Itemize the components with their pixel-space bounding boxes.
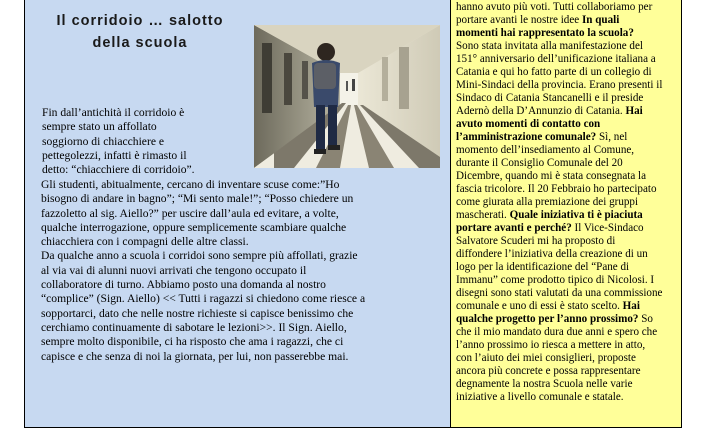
interview-answer: fascia tricolore. Il 20 Febbraio ho partecipato	[456, 183, 657, 195]
body-line: qualche interrogazione, oppure semplicemente scambiare qualche	[41, 220, 347, 234]
interview-answer: Adernò della D’Annunzio di Catania.	[456, 105, 626, 117]
interview-line	[456, 14, 678, 27]
interview-question: qualche progetto per l’anno prossimo?	[456, 313, 639, 325]
body-line: collaboratore di turno. Abbiamo posto una domanda al nostro	[41, 278, 326, 292]
intro-line: detto: “chiacchiere di corridoio”.	[42, 163, 195, 177]
interview-line	[456, 209, 678, 222]
interview-line	[456, 79, 678, 92]
interview-line	[456, 235, 678, 248]
interview-answer: Salvatore Scuderi mi ha proposto di	[456, 235, 616, 247]
intro-line: Fin dall’antichità il corridoio è	[42, 106, 185, 119]
interview-answer: So	[638, 313, 653, 325]
interview-line	[456, 326, 678, 339]
body-line: cerchiamo continuamente di sabotare le lezioni>>. Il Sign. Aiello,	[41, 320, 347, 334]
interview-line	[456, 313, 678, 326]
interview-panel	[450, 0, 682, 428]
interview-line	[456, 365, 678, 378]
interview-question: Hai	[625, 105, 643, 117]
interview-line	[456, 105, 678, 118]
interview-text	[456, 1, 678, 404]
interview-answer: come giurata alla premiazione dei gruppi	[456, 196, 639, 208]
interview-answer: l’anno prossimo io riesca a mettere in atto,	[456, 339, 646, 351]
interview-answer: iniziative a livello comunale e statale.	[456, 391, 624, 403]
interview-line	[456, 261, 678, 274]
interview-question: l’amministrazione comunale?	[456, 131, 597, 143]
interview-answer: Sì, nel	[596, 131, 628, 143]
interview-answer: che il mio mandato dura due anni e spero che	[456, 326, 658, 338]
student-walking-in-corridor-photo	[254, 25, 440, 168]
interview-line	[456, 222, 678, 235]
interview-line	[456, 66, 678, 79]
interview-answer: portare avanti le nostre idee	[456, 14, 582, 26]
interview-answer: degnamente la nostra Scuola nelle varie	[456, 378, 633, 390]
interview-answer: con l’aiuto dei miei consiglieri, proposte	[456, 352, 636, 364]
body-line: bisogno di andare in bagno”; “Mi sento male!”; “Posso chiedere un	[41, 192, 354, 206]
interview-line	[456, 53, 678, 66]
interview-line	[456, 287, 678, 300]
interview-answer: disegni sono stati valutati da una commissione	[456, 287, 663, 299]
interview-line	[456, 274, 678, 287]
interview-line	[456, 131, 678, 144]
interview-answer: comunale e uno di essi è stato scelto.	[456, 300, 623, 312]
body-line: sopportarci, dato che nelle nostre richieste si capisce benissimo che	[41, 306, 354, 320]
interview-line	[456, 352, 678, 365]
interview-line	[456, 40, 678, 53]
article-title-line: della scuola	[92, 35, 188, 51]
interview-answer: momento dell’insediamento al Comune,	[456, 144, 635, 156]
interview-answer: Catania e qui ho fatto parte di un collegio di	[456, 66, 652, 78]
interview-answer: Sindaco di Catania Stancanelli e il preside	[456, 92, 644, 104]
interview-line	[456, 1, 678, 14]
interview-question: Quale iniziativa ti è piaciuta	[509, 209, 643, 221]
interview-line	[456, 300, 678, 313]
intro-line: soggiorno di chiacchiere e	[42, 134, 165, 148]
body-line: Gli studenti, abitualmente, cercano di inventare scuse come:”Ho	[41, 178, 340, 191]
interview-answer: 151° anniversario dell’unificazione italiana a	[456, 53, 656, 65]
interview-line	[456, 157, 678, 170]
interview-line	[456, 248, 678, 261]
interview-line	[456, 92, 678, 105]
interview-question: Hai	[622, 300, 640, 312]
body-line: Da qualche anno a scuola i corridoi sono sempre più affollati, grazie	[41, 249, 358, 263]
interview-answer: mascherati.	[456, 209, 510, 221]
interview-line	[456, 27, 678, 40]
interview-answer: Dicembre, quando mi è stata consegnata la	[456, 170, 647, 182]
interview-line	[456, 339, 678, 352]
body-line: sempre molto disponibile, ci ha risposto che ama i ragazzi, che ci	[41, 335, 344, 349]
article-title	[25, 10, 255, 54]
body-line: fazzoletto al sig. Aiello?” per uscire dall’aula ed evitare, a volte,	[41, 206, 339, 220]
interview-answer: Sono stata invitata alla manifestazione del	[456, 40, 643, 52]
interview-line	[456, 170, 678, 183]
article-title-line: Il corridoio … salotto	[56, 13, 224, 29]
interview-question: momenti hai rappresentato la scuola?	[456, 27, 634, 39]
interview-answer: hanno avuto più voti. Tutti collaboriamo per	[456, 1, 653, 13]
article-body	[41, 178, 449, 364]
interview-answer: durante il Consiglio Comunale del 20	[456, 157, 623, 169]
interview-answer: Immanu” come prodotto tipico di Nicolosi. I	[456, 274, 655, 286]
interview-question: In quali	[581, 14, 620, 26]
interview-line	[456, 144, 678, 157]
interview-line	[456, 391, 678, 404]
interview-line	[456, 183, 678, 196]
interview-answer: Mini-Sindaci della provincia. Erano presenti il	[456, 79, 663, 91]
interview-answer: Il Vice-Sindaco	[571, 222, 644, 234]
article-panel	[24, 0, 450, 428]
interview-question: avuto momenti di contatto con	[456, 118, 601, 130]
intro-line: sempre stato un affollato	[42, 120, 157, 134]
interview-answer: logo per la identificazione del “Pane di	[456, 261, 630, 273]
body-line: “complice” (Sign. Aiello) << Tutti i ragazzi si chiedono come riesce a	[41, 292, 366, 306]
interview-question: portare avanti e perché?	[456, 222, 572, 234]
interview-answer: diffondere l’iniziativa della creazione di un	[456, 248, 648, 260]
article-intro	[42, 106, 242, 177]
interview-line	[456, 196, 678, 209]
body-line: al via vai di alunni nuovi arrivati che tengono occupato il	[41, 263, 307, 277]
body-line: capisce e che senza di noi la giornata, per lui, non passerebbe mai.	[41, 349, 349, 363]
interview-answer: ancora più concrete e possa rappresentare	[456, 365, 641, 377]
interview-line	[456, 378, 678, 391]
interview-line	[456, 118, 678, 131]
body-line: chiacchiera con i compagni delle altre classi.	[41, 235, 249, 249]
intro-line: pettegolezzi, infatti è rimasto il	[42, 148, 187, 162]
